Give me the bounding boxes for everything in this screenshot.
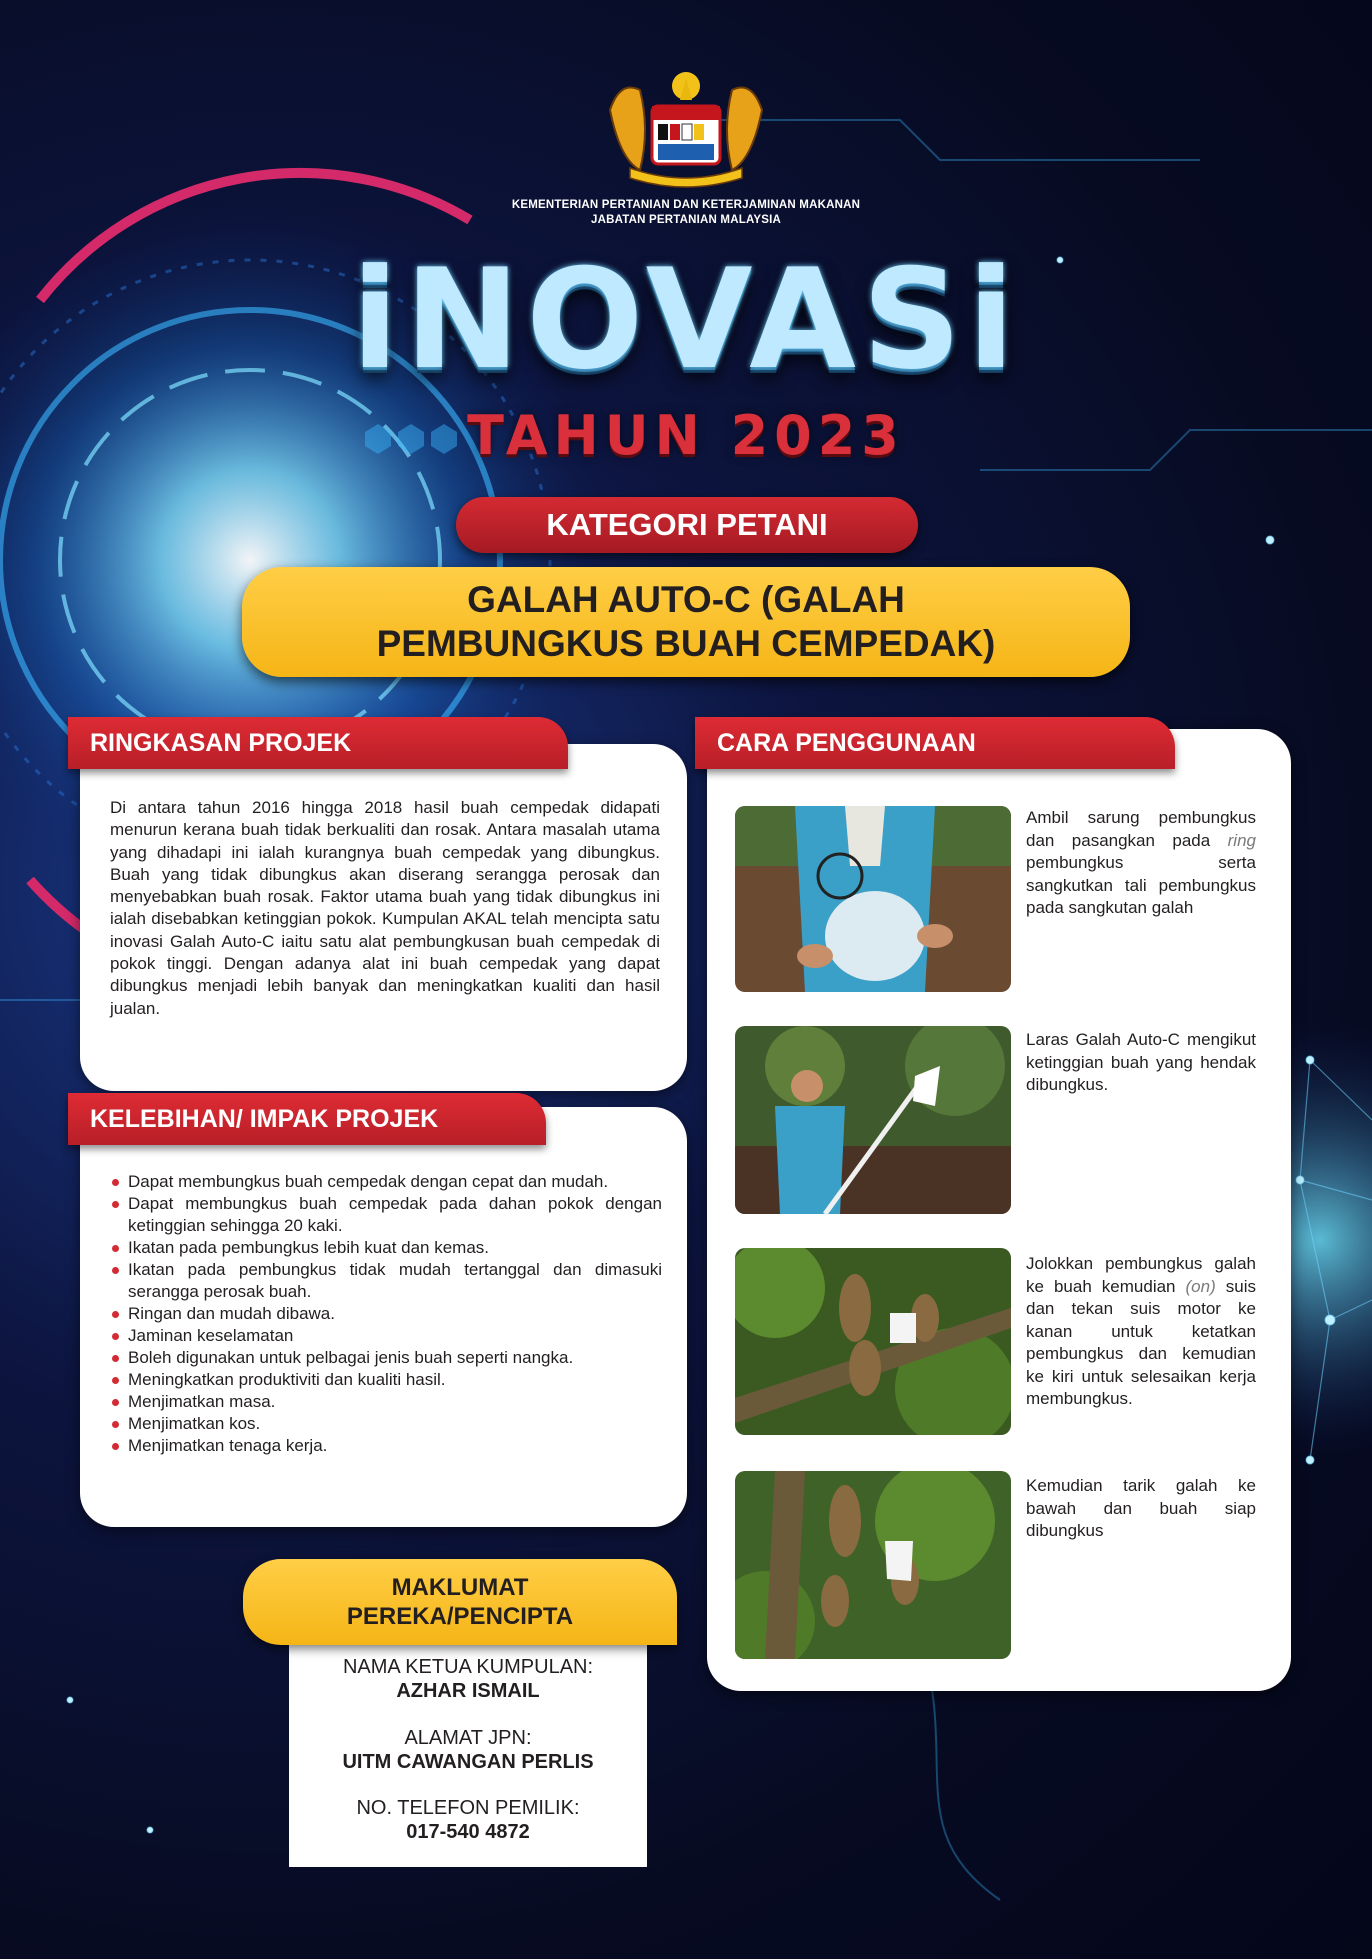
list-item: Ringan dan mudah dibawa. [110, 1303, 662, 1325]
summary-heading: RINGKASAN PROJEK [68, 717, 568, 769]
step-3-photo [735, 1248, 1011, 1435]
step-4-photo [735, 1471, 1011, 1659]
list-item: Dapat membungkus buah cempedak dengan cepat dan mudah. [110, 1171, 662, 1193]
summary-text: Di antara tahun 2016 hingga 2018 hasil buah cempedak didapati menurun kerana buah tidak berkualiti dan rosak. Antara masalah utama yang dihadapi ini ialah kurangnya buah cempedak yang dibungkus. Buah yang tidak dibungkus akan diserang serangga perosak dan menyebabkan buah rosak. Faktor utama buah yang tidak dibungkus ini ialah disebabkan ketinggian pokok. Kumpulan AKAL telah mencipta satu inovasi Galah Auto-C iaitu satu alat pembungkusan buah cempedak di pokok tinggi. Dengan adanya alat ini buah cempedak yang dapat dibungkus menjadi lebih banyak dan meningkatkan kualiti dan hasil jualan. [110, 798, 660, 1018]
step-3-text: Jolokkan pembungkus galah ke buah kemudian (on) suis dan tekan suis motor ke kanan untuk ketatkan pembungkus dan kemudian ke kiri untuk selesaikan kerja membungkus. [1026, 1254, 1256, 1408]
address-value: UITM CAWANGAN PERLIS [342, 1751, 594, 1773]
list-item: Meningkatkan produktiviti dan kualiti hasil. [110, 1369, 662, 1391]
poster-title: iNOVASi [351, 239, 1021, 400]
step-2-photo [735, 1026, 1011, 1214]
inventor-heading-line2: PEREKA/PENCIPTA [346, 1603, 574, 1630]
list-item: Jaminan keselamatan [110, 1325, 662, 1347]
leader-label: NAMA KETUA KUMPULAN: [342, 1656, 594, 1678]
list-item: Menjimatkan tenaga kerja. [110, 1435, 662, 1457]
leader-value: AZHAR ISMAIL [396, 1680, 540, 1702]
ministry-name: KEMENTERIAN PERTANIAN DAN KETERJAMINAN MAKANAN [511, 199, 861, 211]
phone-value: 017-540 4872 [406, 1821, 530, 1843]
department-name: JABATAN PERTANIAN MALAYSIA [590, 214, 782, 226]
inventor-heading-line1: MAKLUMAT [391, 1574, 529, 1601]
inventor-heading [243, 1559, 677, 1645]
phone-label: NO. TELEFON PEMILIK: [356, 1797, 580, 1819]
step-4-text: Kemudian tarik galah ke bawah dan buah siap dibungkus [1026, 1476, 1256, 1540]
usage-heading: CARA PENGGUNAAN [695, 717, 1175, 769]
list-item: Boleh digunakan untuk pelbagai jenis buah seperti nangka. [110, 1347, 662, 1369]
list-item: Ikatan pada pembungkus tidak mudah tertanggal dan dimasuki serangga perosak buah. [110, 1259, 662, 1303]
list-item: Menjimatkan masa. [110, 1391, 662, 1413]
list-item: Menjimatkan kos. [110, 1413, 662, 1435]
address-label: ALAMAT JPN: [404, 1727, 532, 1749]
step-1-text: Ambil sarung pembungkus dan pasangkan pada ring pembungkus serta sangkutkan tali pembungkus pada sangkutan galah [1026, 808, 1256, 917]
benefits-list [110, 1171, 662, 1457]
step-2-text: Laras Galah Auto-C mengikut ketinggian buah yang hendak dibungkus. [1026, 1030, 1256, 1094]
list-item: Ikatan pada pembungkus lebih kuat dan kemas. [110, 1237, 662, 1259]
step-1-photo [735, 806, 1011, 992]
list-item: Dapat membungkus buah cempedak pada dahan pokok dengan ketinggian sehingga 20 kaki. [110, 1193, 662, 1237]
project-title-line2: PEMBUNGKUS BUAH CEMPEDAK) [376, 623, 996, 664]
project-title [242, 567, 1130, 677]
benefits-heading: KELEBIHAN/ IMPAK PROJEK [68, 1093, 546, 1145]
category-badge: KATEGORI PETANI [456, 497, 918, 553]
malaysia-coat-of-arms-logo [600, 70, 772, 190]
poster-year: TAHUN 2023 [467, 404, 905, 467]
project-title-line1: GALAH AUTO-C (GALAH [467, 579, 905, 620]
